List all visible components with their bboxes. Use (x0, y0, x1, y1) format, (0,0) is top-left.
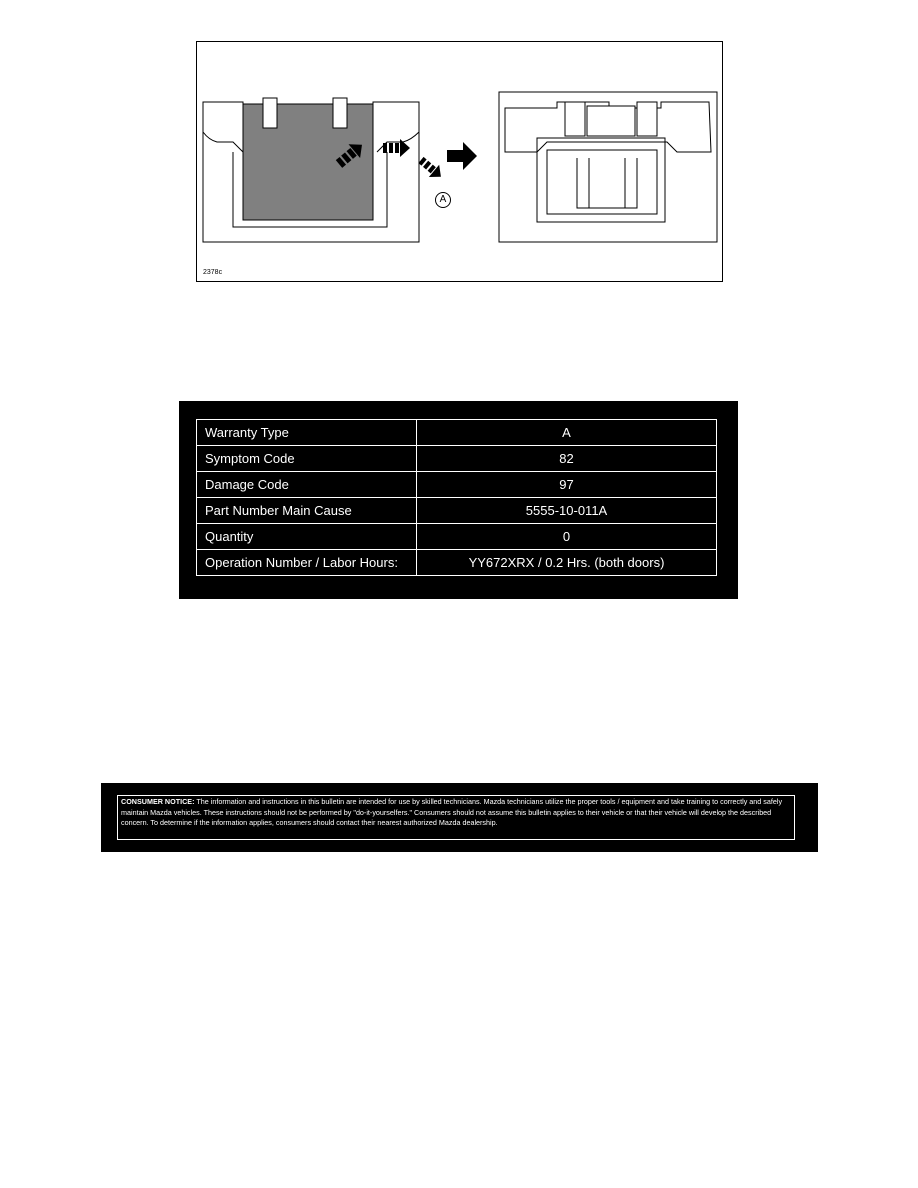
row-value: 97 (417, 472, 717, 498)
table-row (197, 472, 717, 498)
row-label: Damage Code (197, 472, 417, 498)
row-value: A (417, 420, 717, 446)
clip-tab-left (263, 98, 277, 128)
consumer-notice-text (117, 795, 795, 840)
row-label: Symptom Code (197, 446, 417, 472)
row-value: 82 (417, 446, 717, 472)
figure-id: 2378c (203, 269, 223, 276)
notice-heading: CONSUMER NOTICE: (121, 797, 195, 806)
row-label: Warranty Type (197, 420, 417, 446)
clip-tab-right (333, 98, 347, 128)
row-value: YY672XRX / 0.2 Hrs. (both doors) (417, 550, 717, 576)
push-arrow-down (416, 154, 446, 183)
table-row (197, 524, 717, 550)
transition-arrow (447, 142, 477, 170)
table-row (197, 420, 717, 446)
table-row (197, 498, 717, 524)
row-value: 5555-10-011A (417, 498, 717, 524)
row-label: Quantity (197, 524, 417, 550)
callout-a: A (435, 192, 451, 208)
row-value: 0 (417, 524, 717, 550)
warranty-table (196, 419, 717, 576)
table-row (197, 446, 717, 472)
row-label: Part Number Main Cause (197, 498, 417, 524)
illustration-figure (196, 41, 723, 282)
warranty-info-box (179, 401, 738, 599)
right-housing (499, 92, 717, 242)
row-label: Operation Number / Labor Hours: (197, 550, 417, 576)
notice-body: The information and instructions in this bulletin are intended for use by skilled technicians. Mazda technicians utilize the proper tools / equipment and take training to correctly and safely maintain Mazda vehicles. These instructions should not be performed by "do-it-yourselfers." Consumers should not assume this bulletin applies to their vehicle or that their vehicle will develop the described concern. To determine if the information applies, consumers should contact their nearest authorized Mazda dealership. (121, 797, 783, 828)
clip-removal-diagram (197, 42, 724, 283)
consumer-notice-box (101, 783, 818, 852)
table-row (197, 550, 717, 576)
